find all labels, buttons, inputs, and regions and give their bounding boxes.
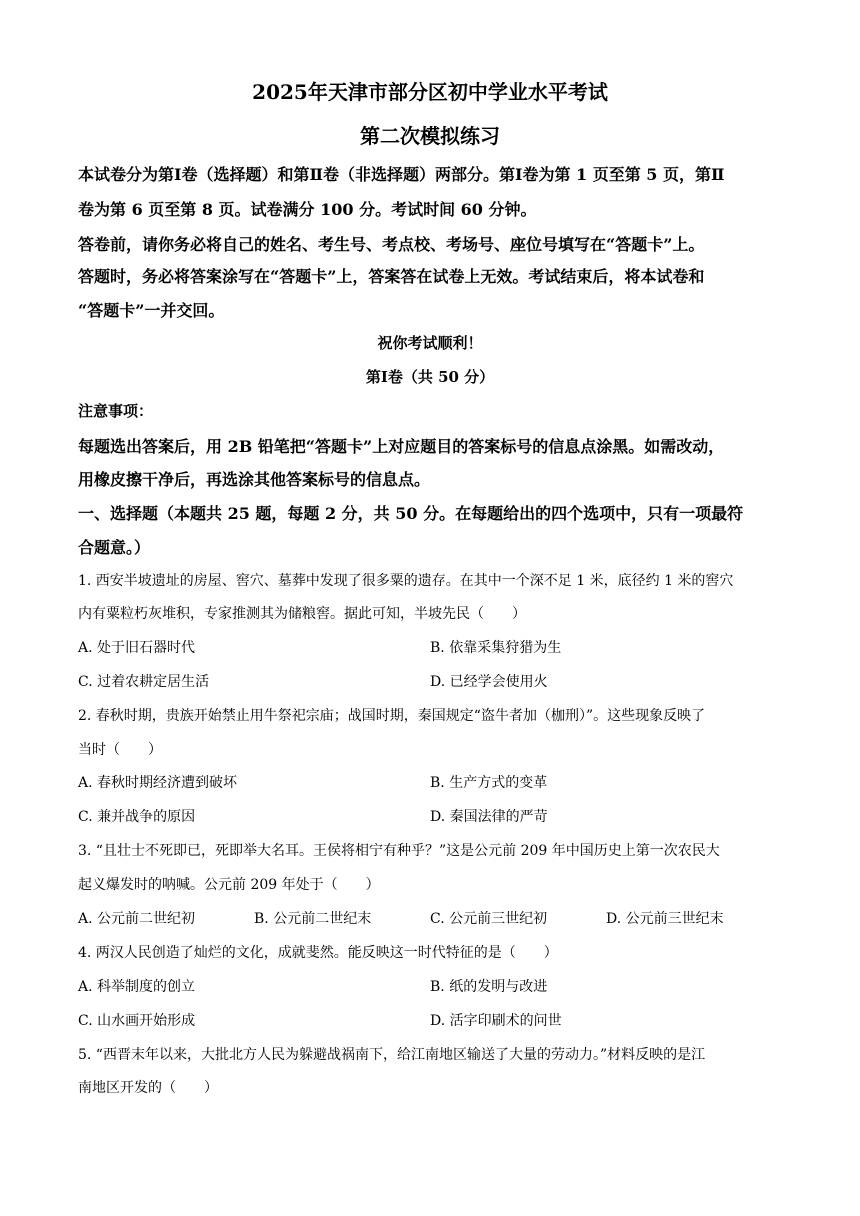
blessing: 祝你考试顺利！ bbox=[377, 334, 483, 352]
question-text: 2. 春秋时期，贵族开始禁止用牛祭祀宗庙；战国时期，秦国规定“盗牛者加（枷刑）”。这些现象反映了 bbox=[78, 708, 706, 724]
option-b: B. 纸的发明与改进 bbox=[430, 979, 548, 995]
option-b: B. 依靠采集狩猎为生 bbox=[430, 640, 562, 656]
question-text: 5. “西晋末年以来，大批北方人民为躲避战祸南下，给江南地区输送了大量的劳动力。”材料反映的是江 bbox=[78, 1047, 706, 1063]
question-text: 内有粟粒朽灰堆积，专家推测其为储粮窖。据此可知，半坡先民（ ） bbox=[78, 606, 526, 622]
intro-line: “答题卡”一并交回。 bbox=[78, 301, 225, 320]
section-heading: 合题意。） bbox=[78, 538, 151, 557]
option-a: A. 公元前二世纪初 bbox=[78, 911, 196, 927]
option-d: D. 公元前三世纪末 bbox=[606, 911, 724, 927]
exam-title: 2025年天津市部分区初中学业水平考试 bbox=[252, 80, 608, 104]
notice-line: 用橡皮擦干净后，再选涂其他答案标号的信息点。 bbox=[78, 470, 431, 489]
option-b: B. 公元前二世纪末 bbox=[254, 911, 372, 927]
part1-title: 第Ⅰ卷（共 50 分） bbox=[365, 368, 495, 386]
option-b: B. 生产方式的变革 bbox=[430, 775, 548, 791]
question-text: 南地区开发的（ ） bbox=[78, 1080, 218, 1096]
intro-line: 本试卷分为第Ⅰ卷（选择题）和第Ⅱ卷（非选择题）两部分。第Ⅰ卷为第 1 页至第 5 页，第Ⅱ bbox=[78, 165, 725, 184]
question-text: 4. 两汉人民创造了灿烂的文化，成就斐然。能反映这一时代特征的是（ ） bbox=[78, 945, 558, 961]
option-c: C. 过着农耕定居生活 bbox=[78, 674, 210, 690]
section-heading: 一、选择题（本题共 25 题，每题 2 分，共 50 分。在每题给出的四个选项中，只有一项最符 bbox=[78, 504, 744, 523]
question-text: 1. 西安半坡遗址的房屋、窖穴、墓葬中发现了很多粟的遗存。在其中一个深不足 1 米，底径约 1 米的窖穴 bbox=[78, 573, 734, 589]
option-c: C. 公元前三世纪初 bbox=[430, 911, 548, 927]
option-d: D. 秦国法律的严苛 bbox=[430, 809, 548, 825]
option-d: D. 活字印刷术的问世 bbox=[430, 1013, 562, 1029]
exam-subtitle: 第二次模拟练习 bbox=[360, 124, 500, 148]
option-c: C. 兼并战争的原因 bbox=[78, 809, 196, 825]
question-text: 起义爆发时的呐喊。公元前 209 年处于（ ） bbox=[78, 877, 380, 893]
intro-line: 答卷前，请你务必将自己的姓名、考生号、考点校、考场号、座位号填写在“答题卡”上。 bbox=[78, 235, 705, 254]
option-a: A. 科举制度的创立 bbox=[78, 979, 196, 995]
option-d: D. 已经学会使用火 bbox=[430, 674, 548, 690]
notice-line: 每题选出答案后，用 2B 铅笔把“答题卡”上对应题目的答案标号的信息点涂黑。如需改动， bbox=[78, 437, 725, 456]
intro-line: 卷为第 6 页至第 8 页。试卷满分 100 分。考试时间 60 分钟。 bbox=[78, 200, 537, 219]
question-text: 3. “且壮士不死即已，死即举大名耳。王侯将相宁有种乎？”这是公元前 209 年中国历史上第一次农民大 bbox=[78, 843, 720, 859]
question-text: 当时（ ） bbox=[78, 742, 162, 758]
intro-line: 答题时，务必将答案涂写在“答题卡”上，答案答在试卷上无效。考试结束后，将本试卷和 bbox=[78, 267, 705, 286]
notice-heading: 注意事项： bbox=[78, 402, 154, 420]
option-c: C. 山水画开始形成 bbox=[78, 1013, 196, 1029]
option-a: A. 处于旧石器时代 bbox=[78, 640, 196, 656]
option-a: A. 春秋时期经济遭到破坏 bbox=[78, 775, 238, 791]
